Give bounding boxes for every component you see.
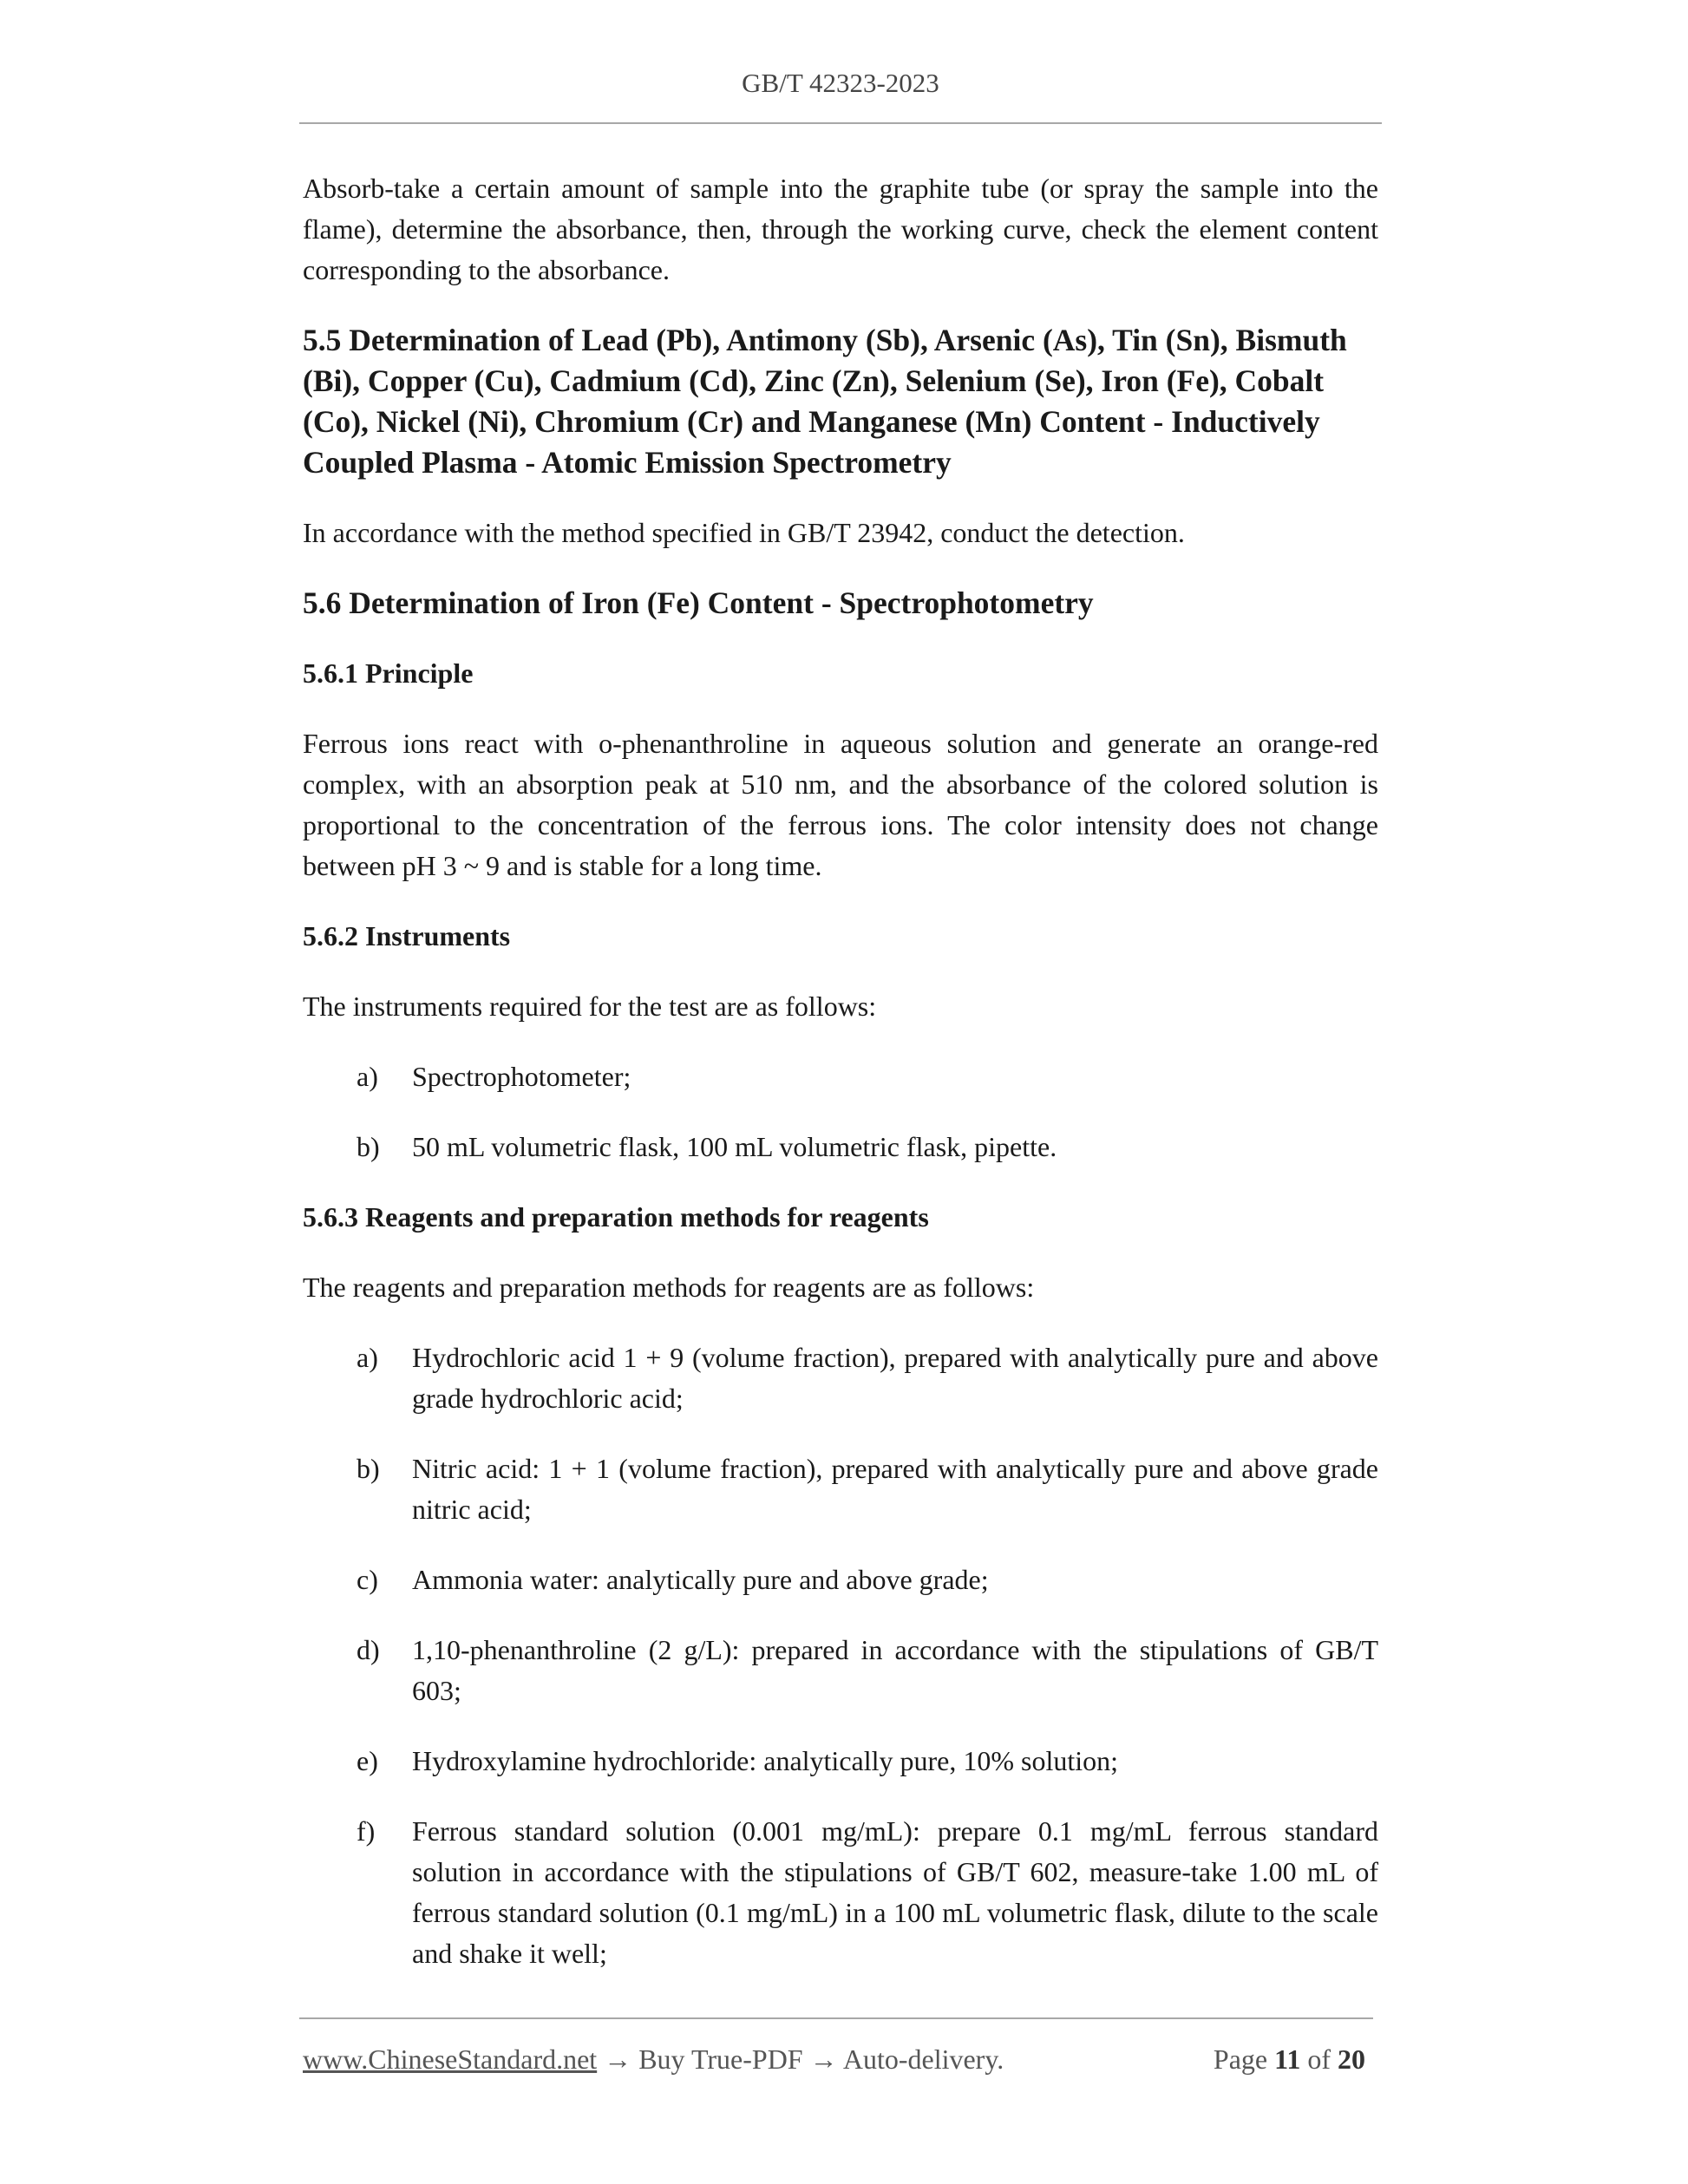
page-footer [303, 2038, 1370, 2080]
list-item-text: Ferrous standard solution (0.001 mg/mL): prepare 0.1 mg/mL ferrous standard solution in accordance with the stipulations of GB/T 602, measure-take 1.00 mL of ferrous standard solution (0.1 mg/mL) in a 100 mL volumetric flask, dilute to the scale and shake it well; [412, 1815, 1378, 1969]
list-item [303, 1127, 1378, 1167]
section-5-5-paragraph: In accordance with the method specified in GB/T 23942, conduct the detection. [303, 517, 1185, 548]
list-item-text: 50 mL volumetric flask, 100 mL volumetric flask, pipette. [412, 1131, 1057, 1162]
footer-left [303, 2038, 1004, 2080]
list-marker: d) [357, 1634, 380, 1665]
list-marker: f) [357, 1815, 376, 1847]
list-item-text: Nitric acid: 1 + 1 (volume fraction), prepared with analytically pure and above grade nitric acid; [412, 1453, 1378, 1525]
list-item [303, 1741, 1378, 1782]
list-item-text: 1,10-phenanthroline (2 g/L): prepared in accordance with the stipulations of GB/T 603; [412, 1634, 1378, 1706]
footer-promo: → Buy True-PDF → Auto-delivery. [597, 2043, 1004, 2075]
page-header: GB/T 42323-2023 [742, 68, 939, 98]
total-pages: 20 [1338, 2043, 1365, 2075]
header-divider [299, 122, 1382, 124]
list-item-text: Spectrophotometer; [412, 1061, 631, 1092]
list-item-text: Ammonia water: analytically pure and above grade; [412, 1564, 989, 1595]
section-5-6-heading: 5.6 Determination of Iron (Fe) Content - Spectrophotometry [303, 585, 1094, 620]
reagents-list [303, 1337, 1378, 1974]
footer-divider [299, 2017, 1373, 2019]
instruments-intro: The instruments required for the test are as follows: [303, 991, 877, 1022]
list-marker: e) [357, 1745, 378, 1776]
current-page: 11 [1274, 2043, 1301, 2075]
list-marker: a) [357, 1342, 378, 1373]
intro-paragraph: Absorb-take a certain amount of sample into the graphite tube (or spray the sample into the flame), determine the absorbance, then, through the working curve, check the element content corresponding to the absorbance. [303, 173, 1378, 285]
list-marker: c) [357, 1564, 378, 1595]
site-link[interactable]: www.ChineseStandard.net [303, 2043, 598, 2075]
page-content [303, 168, 1378, 2004]
list-item [303, 1811, 1378, 1974]
list-marker: b) [357, 1131, 380, 1162]
reagents-heading: 5.6.3 Reagents and preparation methods for reagents [303, 1201, 929, 1233]
instruments-list [303, 1056, 1378, 1167]
list-item [303, 1448, 1378, 1530]
of-word: of [1300, 2043, 1338, 2075]
list-item [303, 1630, 1378, 1711]
page-number [1214, 2038, 1365, 2080]
list-marker: a) [357, 1061, 378, 1092]
instruments-heading: 5.6.2 Instruments [303, 920, 511, 951]
principle-paragraph: Ferrous ions react with o-phenanthroline in aqueous solution and generate an orange-red complex, with an absorption peak at 510 nm, and the absorbance of the colored solution is proportional to the concentration of the ferrous ions. The color intensity does not change between pH 3 ~ 9 and is stable for a long time. [303, 728, 1378, 881]
page-word: Page [1213, 2043, 1275, 2075]
list-item [303, 1560, 1378, 1600]
reagents-intro: The reagents and preparation methods for reagents are as follows: [303, 1272, 1035, 1303]
list-item-text: Hydroxylamine hydrochloride: analytically pure, 10% solution; [412, 1745, 1119, 1776]
list-marker: b) [357, 1453, 380, 1484]
list-item [303, 1337, 1378, 1419]
section-5-5-heading: 5.5 Determination of Lead (Pb), Antimony (Sb), Arsenic (As), Tin (Sn), Bismuth (Bi), Copper (Cu), Cadmium (Cd), Zinc (Zn), Selenium (Se), Iron (Fe), Cobalt (Co), Nickel (Ni), Chromium (Cr) and Manganese (Mn) Content - Inductively Coupled Plasma - Atomic Emission Spectrometry [303, 323, 1347, 480]
list-item-text: Hydrochloric acid 1 + 9 (volume fraction), prepared with analytically pure and above grade hydrochloric acid; [412, 1342, 1378, 1414]
list-item [303, 1056, 1378, 1097]
principle-heading: 5.6.1 Principle [303, 657, 474, 689]
